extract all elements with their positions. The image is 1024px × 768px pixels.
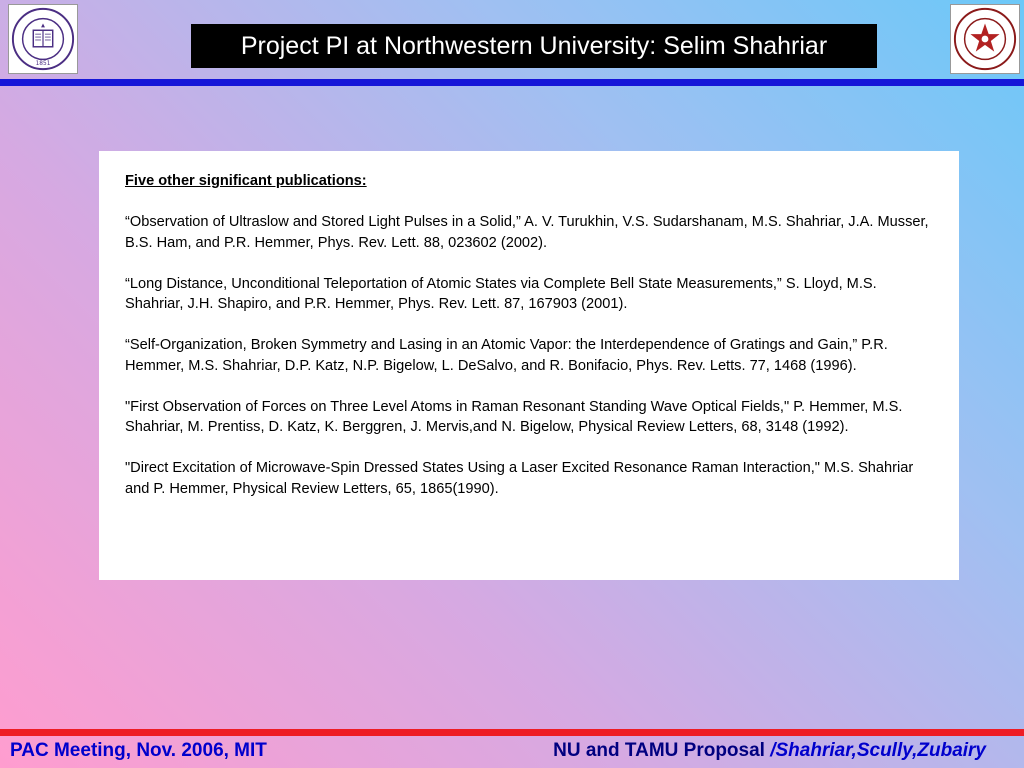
publication-item: “Long Distance, Unconditional Teleportation of Atomic States via Complete Bell State Measurements,” S. Lloyd, M.S. Shahriar, J.H. Shapiro, and P.R. Hemmer, Phys. Rev. Lett. 87, 167903 (2001). bbox=[125, 275, 877, 312]
publication-item: “Observation of Ultraslow and Stored Light Pulses in a Solid,” A. V. Turukhin, V.S. Sudarshanam, M.S. Shahriar, J.A. Musser, B.S. Ham, and P.R. Hemmer, Phys. Rev. Lett. 88, 023602 (2002). bbox=[125, 214, 929, 251]
header-divider bbox=[0, 79, 1024, 86]
publication-item: "First Observation of Forces on Three Level Atoms in Raman Resonant Standing Wave Optical Fields," P. Hemmer, M.S. Shahriar, M. Prentiss, D. Katz, K. Berggren, J. Mervis,and N. Bigelow, Physical Review Letters, 68, 3148 (1992). bbox=[125, 398, 903, 435]
footer-divider bbox=[0, 729, 1024, 736]
northwestern-seal-logo bbox=[8, 4, 78, 74]
publication-item: “Self-Organization, Broken Symmetry and Lasing in an Atomic Vapor: the Interdependence of Gratings and Gain,” P.R. Hemmer, M.S. Shahriar, D.P. Katz, N.P. Bigelow, L. DeSalvo, and R. Bonifacio, Phys. Rev. Letts. 77, 1468 (1996). bbox=[125, 337, 888, 374]
page-title: Project PI at Northwestern University: Selim Shahriar bbox=[191, 24, 877, 68]
footer-proposal-prefix: NU and TAMU Proposal bbox=[553, 740, 771, 761]
footer-meeting-label: PAC Meeting, Nov. 2006, MIT bbox=[10, 740, 267, 761]
publications-panel bbox=[99, 151, 959, 580]
svg-text:1851: 1851 bbox=[35, 61, 51, 68]
publication-item: "Direct Excitation of Microwave-Spin Dressed States Using a Laser Excited Resonance Raman Interaction," M.S. Shahriar and P. Hemmer, Physical Review Letters, 65, 1865(1990). bbox=[125, 460, 914, 497]
footer-proposal-label bbox=[553, 740, 986, 762]
footer-proposal-authors: /Shahriar,Scully,Zubairy bbox=[770, 740, 986, 761]
texas-am-seal-logo bbox=[950, 4, 1020, 74]
publications-heading: Five other significant publications: bbox=[125, 173, 367, 189]
